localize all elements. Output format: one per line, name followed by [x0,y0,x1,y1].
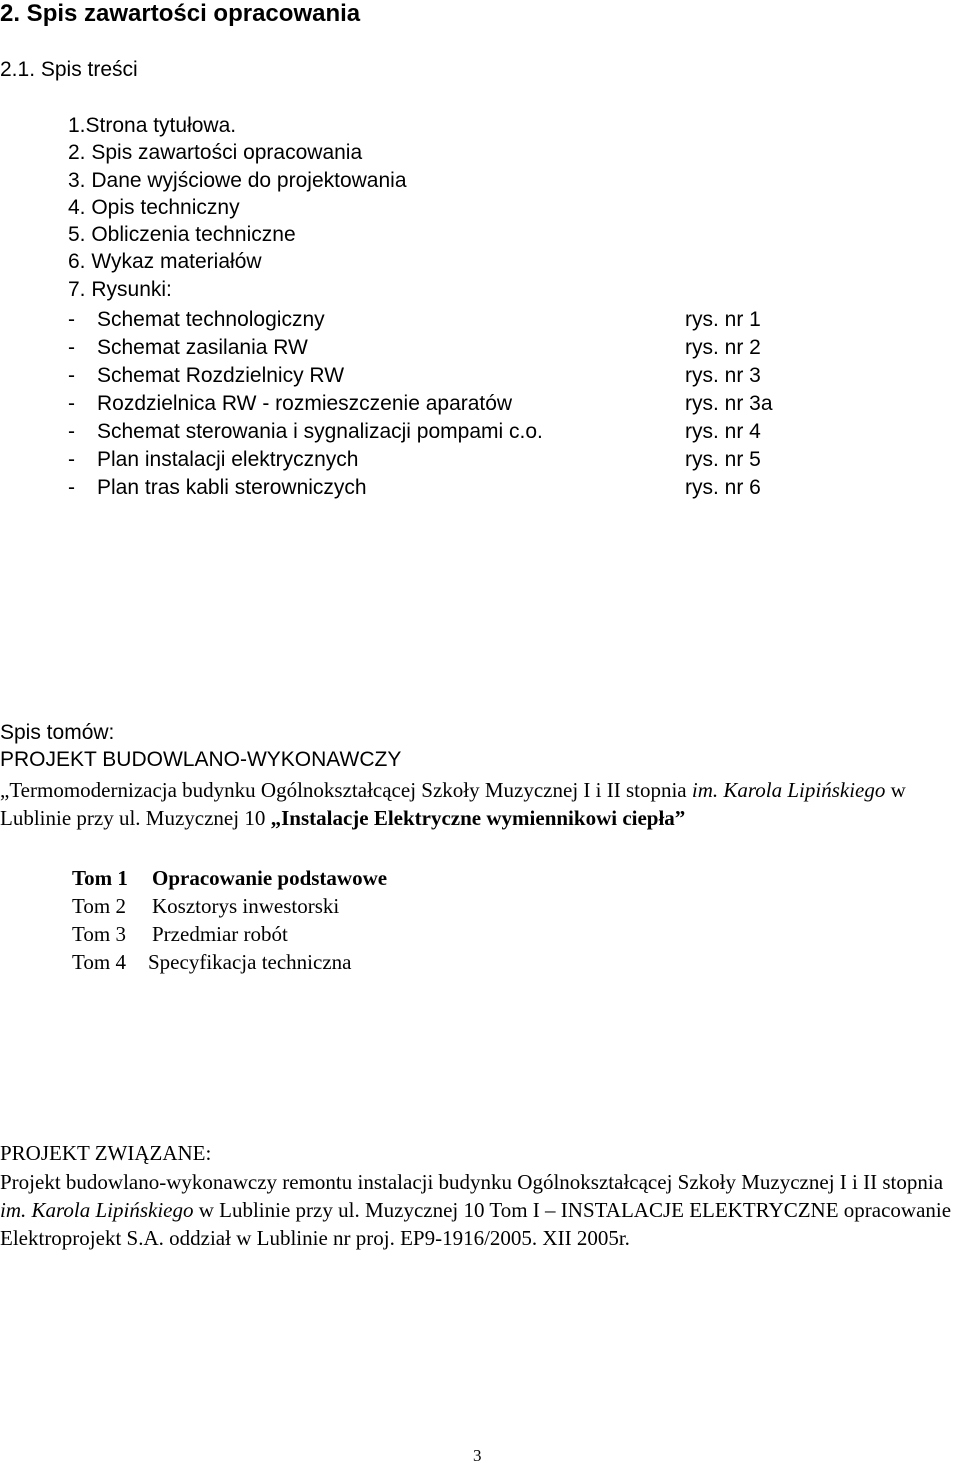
list-dash: - [68,336,75,359]
drawing-number: rys. nr 3a [685,392,773,415]
volume-name: Opracowanie podstawowe [152,866,388,890]
project-desc-text: „Termomodernizacja budynku Ogólnokształcącej Szkoły Muzycznej I i II stopnia [0,778,692,802]
list-dash: - [68,476,75,499]
toc-item: 5. Obliczenia techniczne [68,223,296,247]
drawing-number: rys. nr 2 [685,336,761,359]
related-description [0,1168,958,1252]
drawing-name: Plan instalacji elektrycznych [97,448,359,471]
drawing-name: Plan tras kabli sterowniczych [97,476,367,499]
drawing-name: Schemat zasilania RW [97,336,308,359]
drawing-number: rys. nr 4 [685,420,761,443]
list-dash: - [68,392,75,415]
volume-number: Tom 3 [72,922,126,946]
list-dash: - [68,448,75,471]
project-description [0,776,950,832]
project-desc-title: „Instalacje Elektryczne wymiennikowi ciepła” [270,806,686,830]
drawing-item [68,362,888,390]
table-of-contents [68,112,407,303]
drawing-name: Rozdzielnica RW - rozmieszczenie aparatów [97,392,513,415]
drawing-number: rys. nr 1 [685,308,761,331]
volume-name: Specyfikacja techniczna [148,950,352,974]
volumes-heading: Spis tomów: [0,721,115,744]
toc-item: 3. Dane wyjściowe do projektowania [68,168,407,192]
toc-item: 7. Rysunki: [68,277,172,301]
drawing-number: rys. nr 3 [685,364,761,387]
list-dash: - [68,364,75,387]
project-type: PROJEKT BUDOWLANO-WYKONAWCZY [0,748,402,771]
project-desc-italic: im. Karola Lipińskiego [691,778,886,802]
related-desc-text: Projekt budowlano-wykonawczy remontu instalacji budynku Ogólnokształcącej Szkoły Muzycznej I i II stopnia [0,1170,944,1194]
related-heading: PROJEKT ZWIĄZANE: [0,1141,212,1165]
subsection-title: 2.1. Spis treści [0,58,138,81]
list-dash: - [68,420,75,443]
related-desc-italic: im. Karola Lipińskiego [0,1198,194,1222]
toc-item: 2. Spis zawartości opracowania [68,141,363,165]
toc-item: 1.Strona tytułowa. [68,114,237,137]
drawings-list [68,306,888,502]
related-desc-text: w Lublinie przy ul. Muzycznej 10 Tom I – INSTALACJE ELEKTRYCZNE opracowanie Elektroprojekt S.A. oddział w Lublinie nr proj. EP9-1916/2005. XII 2005r. [0,1198,952,1250]
drawing-name: Schemat Rozdzielnicy RW [97,364,345,387]
volume-number: Tom 4 [72,950,126,974]
drawing-number: rys. nr 6 [685,476,761,499]
volume-name: Kosztorys inwestorski [152,894,340,918]
drawing-name: Schemat sterowania i sygnalizacji pompami c.o. [97,420,543,443]
volume-number: Tom 2 [72,894,126,918]
section-title: 2. Spis zawartości opracowania [0,0,361,27]
page-number: 3 [473,1446,482,1465]
list-dash: - [68,308,75,331]
drawing-number: rys. nr 5 [685,448,761,471]
drawing-name: Schemat technologiczny [97,308,325,331]
drawing-item [68,390,888,418]
drawing-item [68,306,888,334]
toc-item: 4. Opis techniczny [68,195,240,219]
project-desc-text: w Lublinie przy ul. Muzycznej 10 [0,778,906,830]
drawing-item [68,334,888,362]
volume-name: Przedmiar robót [152,922,288,946]
drawing-item [68,446,888,474]
drawing-item [68,474,888,502]
volume-number: Tom 1 [72,866,128,890]
drawing-item [68,418,888,446]
toc-item: 6. Wykaz materiałów [68,250,262,274]
